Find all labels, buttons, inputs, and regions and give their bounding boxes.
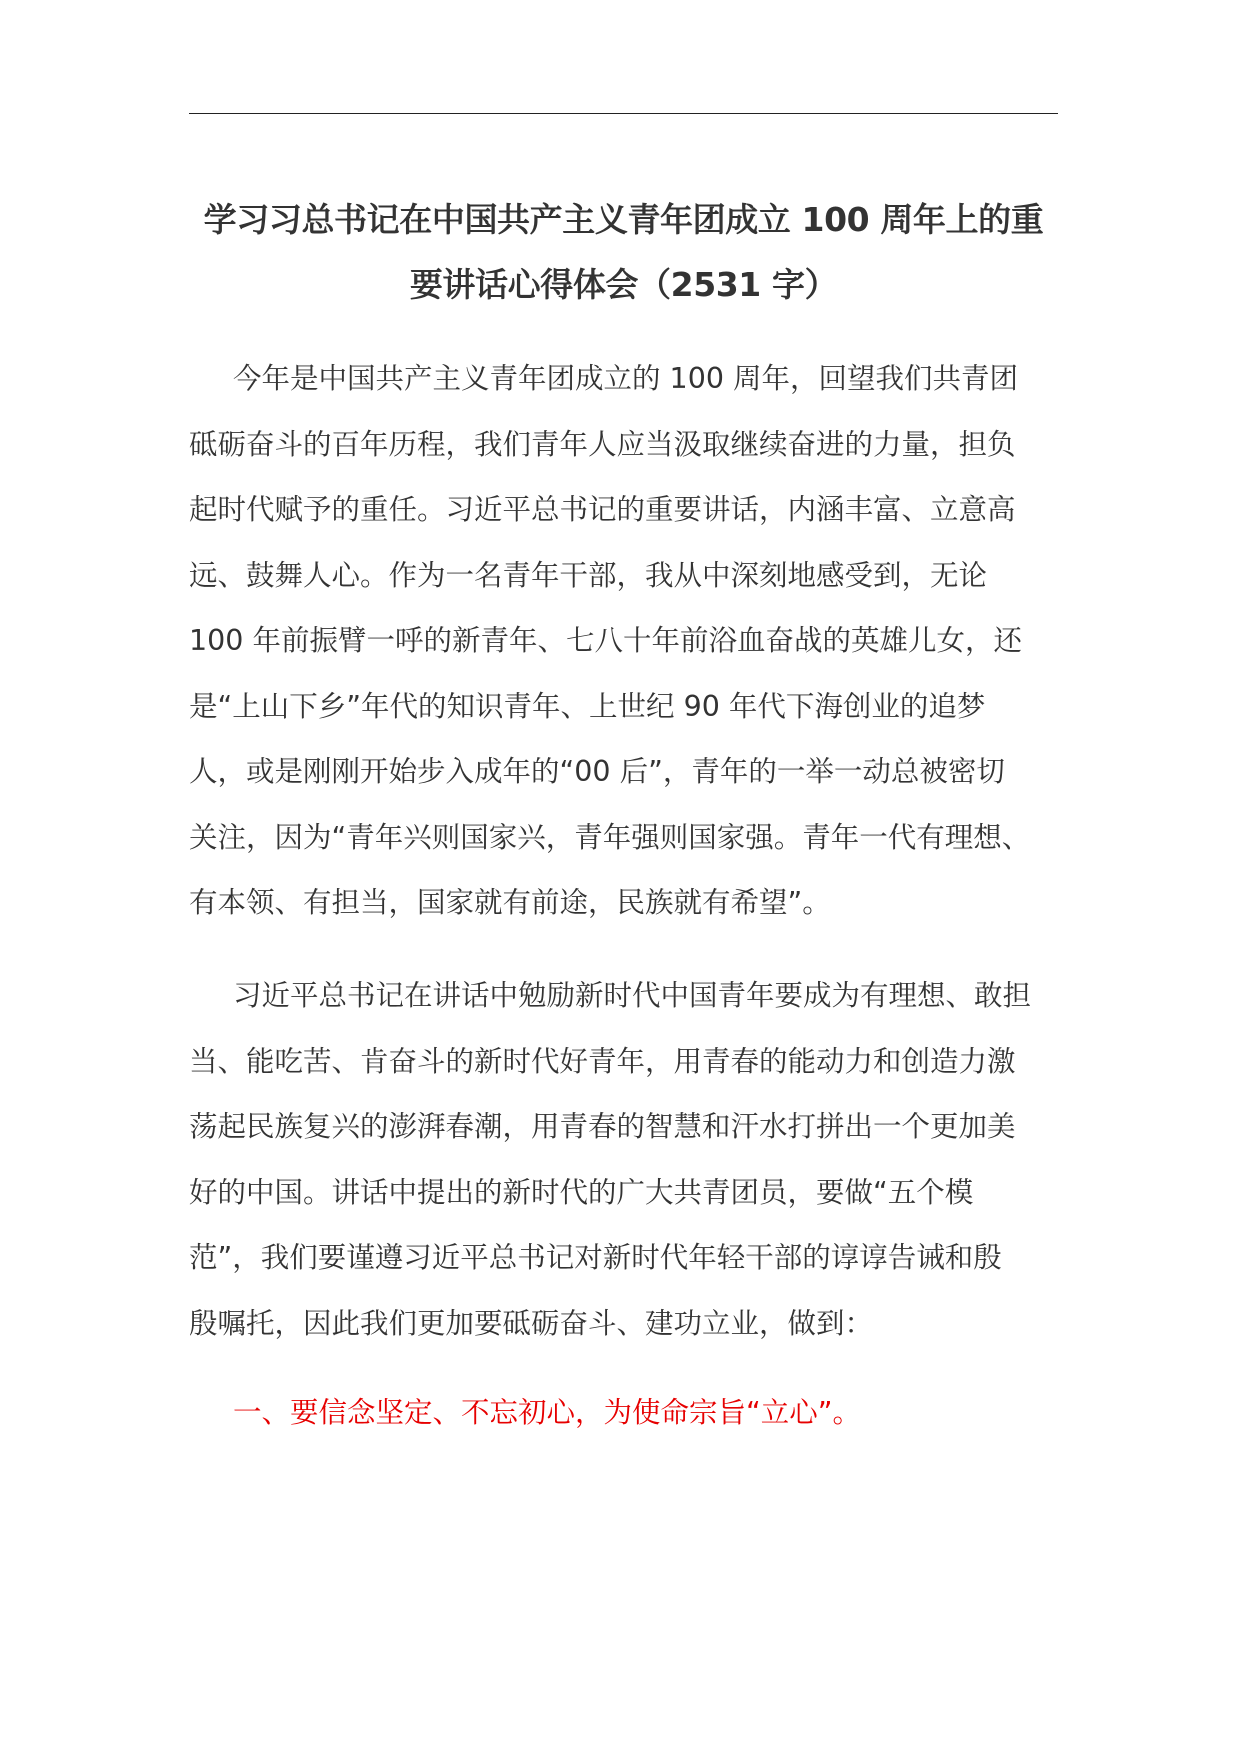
title-line-2: 要讲话心得体会（2531 字） — [409, 265, 838, 304]
paragraph-line: 关注，因为“青年兴则国家兴，青年强则国家强。青年一代有理想、 — [189, 820, 1031, 854]
paragraph-line: 砥砺奋斗的百年历程，我们青年人应当汲取继续奋进的力量，担负 — [189, 427, 1016, 461]
paragraph-line: 今年是中国共产主义青年团成立的 100 周年，回望我们共青团 — [233, 362, 1019, 395]
title-line-1: 学习习总书记在中国共产主义青年团成立 100 周年上的重 — [203, 200, 1044, 239]
document-title — [189, 187, 1058, 317]
paragraph-line: 远、鼓舞人心。作为一名青年干部，我从中深刻地感受到，无论 — [189, 558, 988, 592]
paragraph-line: 起时代赋予的重任。习近平总书记的重要讲话，内涵丰富、立意高 — [189, 493, 1016, 526]
paragraph-line: 当、能吃苦、肯奋斗的新时代好青年，用青春的能动力和创造力激 — [189, 1044, 1016, 1078]
paragraph-line: 好的中国。讲话中提出的新时代的广大共青团员，要做“五个模 — [189, 1175, 974, 1209]
paragraph-speech — [189, 963, 1065, 1356]
paragraph-line: 100 年前振臂一呼的新青年、七八十年前浴血奋战的英雄儿女，还 — [189, 624, 1022, 657]
paragraph-line: 荡起民族复兴的澎湃春潮，用青春的智慧和汗水打拼出一个更加美 — [189, 1110, 1016, 1143]
paragraph-line: 有本领、有担当，国家就有前途，民族就有希望”。 — [189, 886, 831, 919]
paragraph-line: 是“上山下乡”年代的知识青年、上世纪 90 年代下海创业的追梦 — [189, 689, 986, 723]
paragraph-intro — [189, 346, 1065, 936]
paragraph-line: 人，或是刚刚开始步入成年的“00 后”，青年的一举一动总被密切 — [189, 755, 1005, 788]
section-heading: 一、要信念坚定、不忘初心，为使命宗旨“立心”。 — [233, 1396, 862, 1429]
paragraph-line: 殷嘱托，因此我们更加要砥砺奋斗、建功立业，做到： — [189, 1306, 874, 1340]
header-rule — [189, 113, 1058, 114]
paragraph-line: 习近平总书记在讲话中勉励新时代中国青年要成为有理想、敢担 — [233, 979, 1032, 1012]
paragraph-line: 范”，我们要谨遵习近平总书记对新时代年轻干部的谆谆告诫和殷 — [189, 1241, 1002, 1274]
